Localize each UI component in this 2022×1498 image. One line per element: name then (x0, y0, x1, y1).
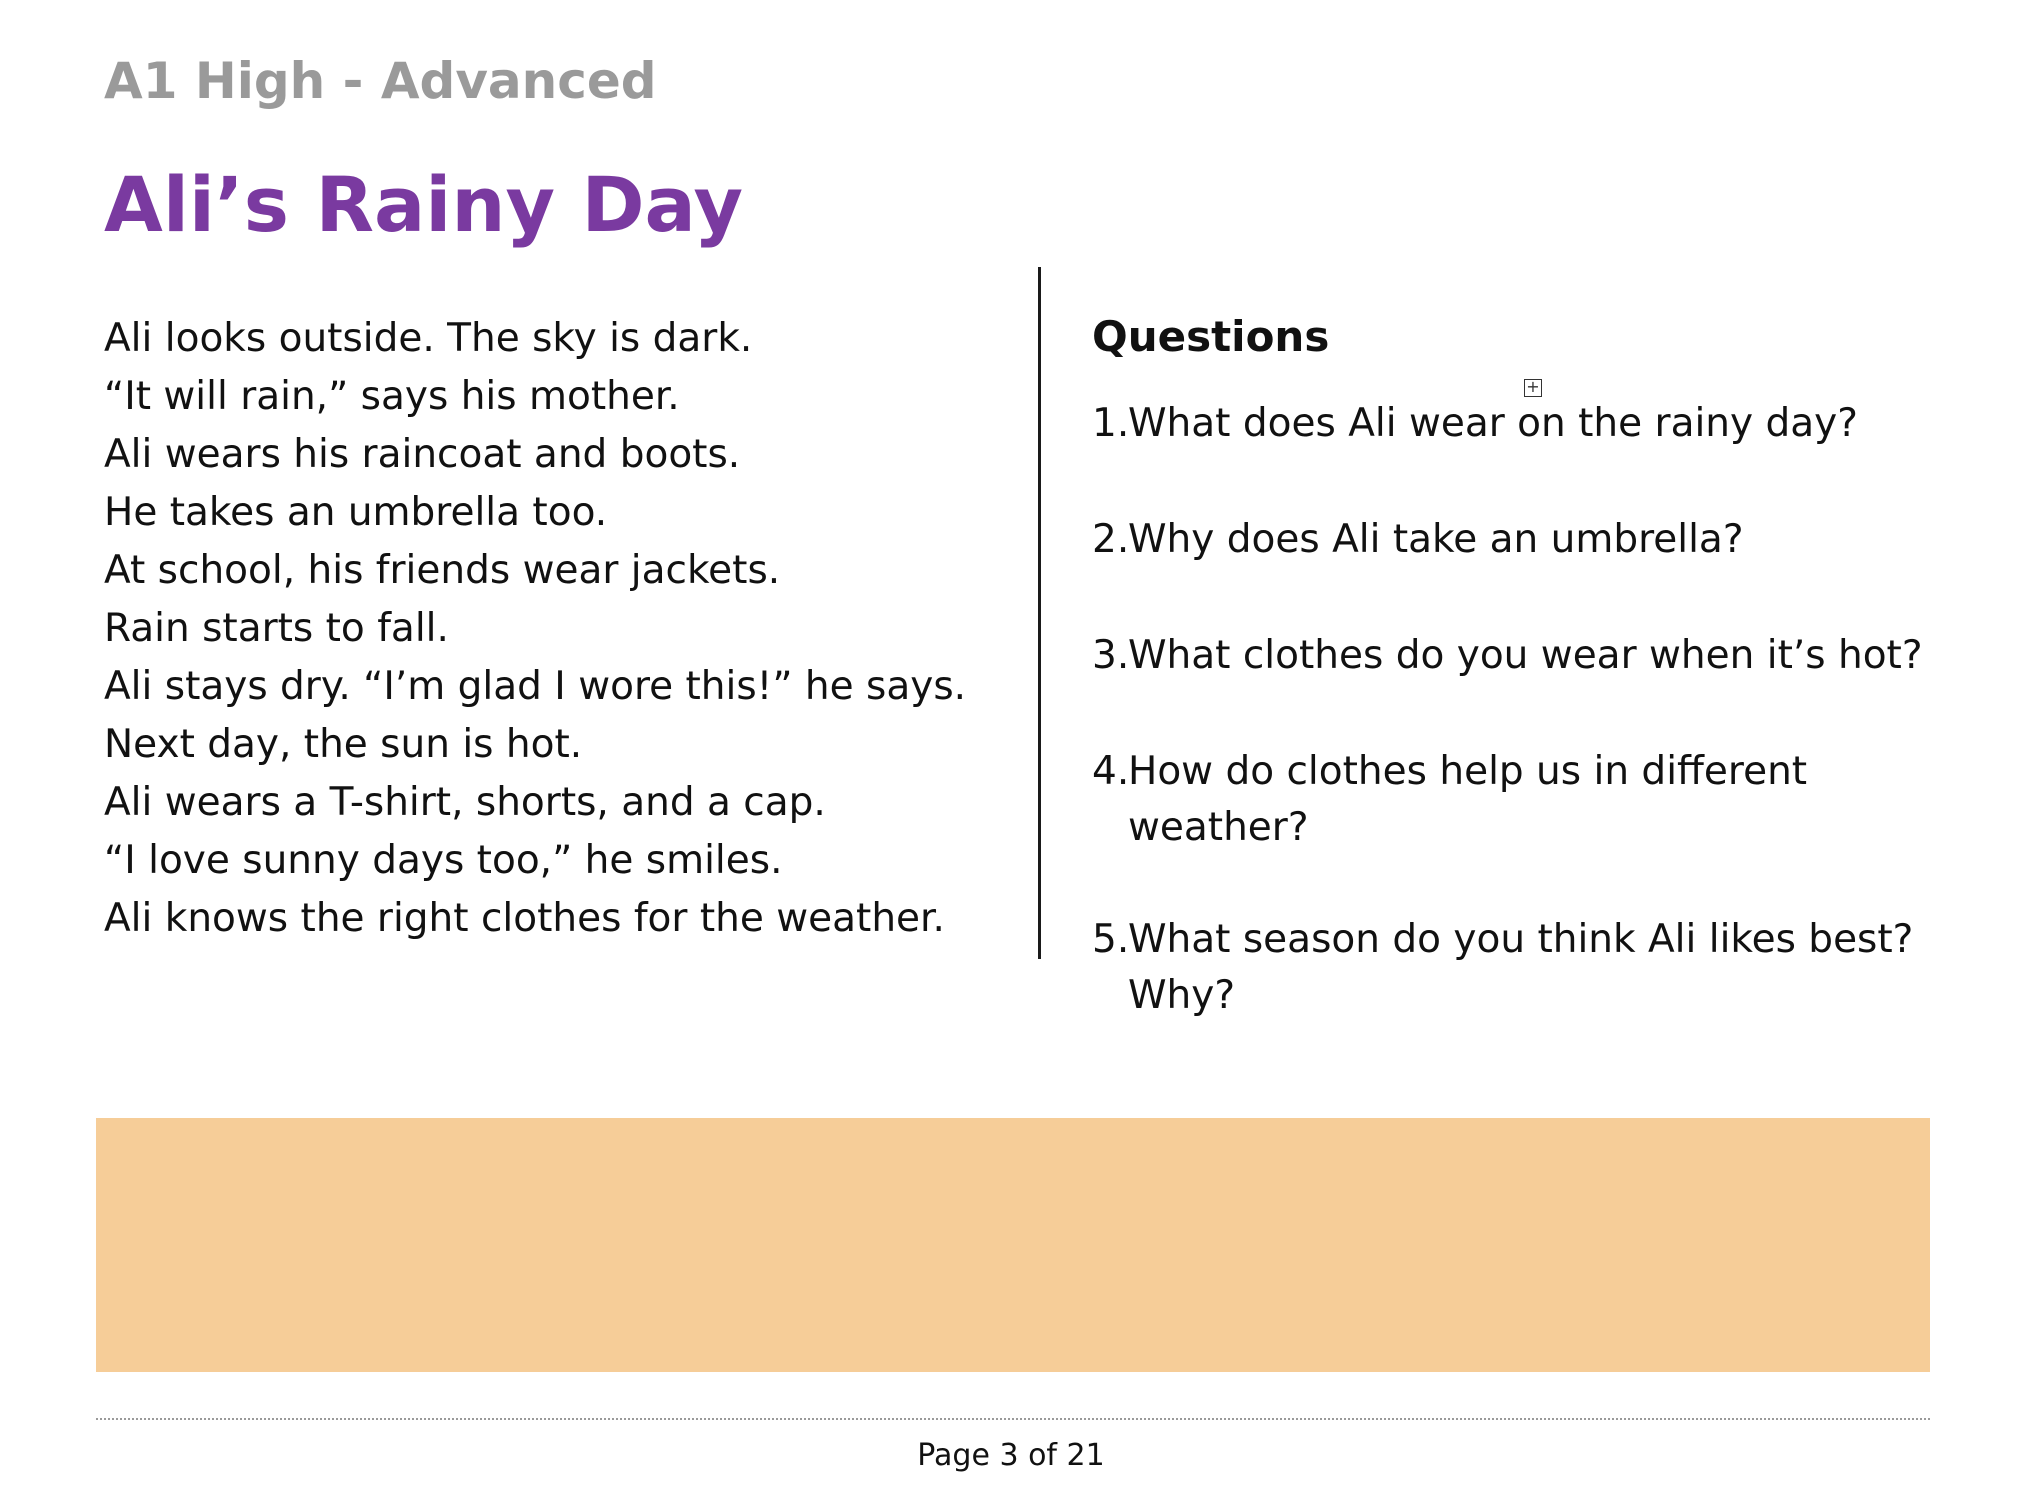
story-line: “It will rain,” says his mother. (104, 374, 680, 419)
question-item (1092, 512, 1972, 568)
story-line: He takes an umbrella too. (104, 490, 608, 535)
story-line: Rain starts to fall. (104, 606, 449, 651)
question-item (1092, 396, 1972, 452)
question-number: 3. (1092, 633, 1130, 678)
page-title: Ali’s Rainy Day (104, 160, 744, 249)
question-number: 1. (1092, 401, 1130, 446)
question-text: How do clothes help us in different weather? (1128, 749, 1808, 850)
level-label: A1 High - Advanced (104, 52, 657, 110)
question-text: What clothes do you wear when it’s hot? (1128, 633, 1923, 678)
question-item (1092, 912, 1972, 1024)
story-text (104, 310, 1024, 948)
question-text: Why does Ali take an umbrella? (1128, 517, 1744, 562)
story-line: Ali looks outside. The sky is dark. (104, 316, 753, 361)
story-line: Next day, the sun is hot. (104, 722, 583, 767)
story-line: Ali knows the right clothes for the weather. (104, 896, 945, 941)
answer-box[interactable] (96, 1118, 1930, 1372)
column-divider (1038, 267, 1041, 959)
question-text: What season do you think Ali likes best? Why? (1128, 917, 1914, 1018)
question-number: 5. (1092, 917, 1130, 962)
footer-divider (96, 1418, 1930, 1420)
story-line: Ali wears his raincoat and boots. (104, 432, 741, 477)
question-number: 2. (1092, 517, 1130, 562)
page-number: Page 3 of 21 (917, 1438, 1105, 1473)
table-move-handle-icon[interactable]: + (1524, 379, 1542, 397)
questions-list (1092, 396, 1972, 1084)
question-text: What does Ali wear on the rainy day? (1128, 401, 1858, 446)
question-item (1092, 744, 1972, 856)
story-line: At school, his friends wear jackets. (104, 548, 781, 593)
question-item (1092, 628, 1972, 684)
questions-heading: Questions (1092, 312, 1330, 361)
story-line: Ali wears a T-shirt, shorts, and a cap. (104, 780, 826, 825)
story-line: Ali stays dry. “I’m glad I wore this!” he says. (104, 664, 967, 709)
story-line: “I love sunny days too,” he smiles. (104, 838, 783, 883)
question-number: 4. (1092, 749, 1130, 794)
